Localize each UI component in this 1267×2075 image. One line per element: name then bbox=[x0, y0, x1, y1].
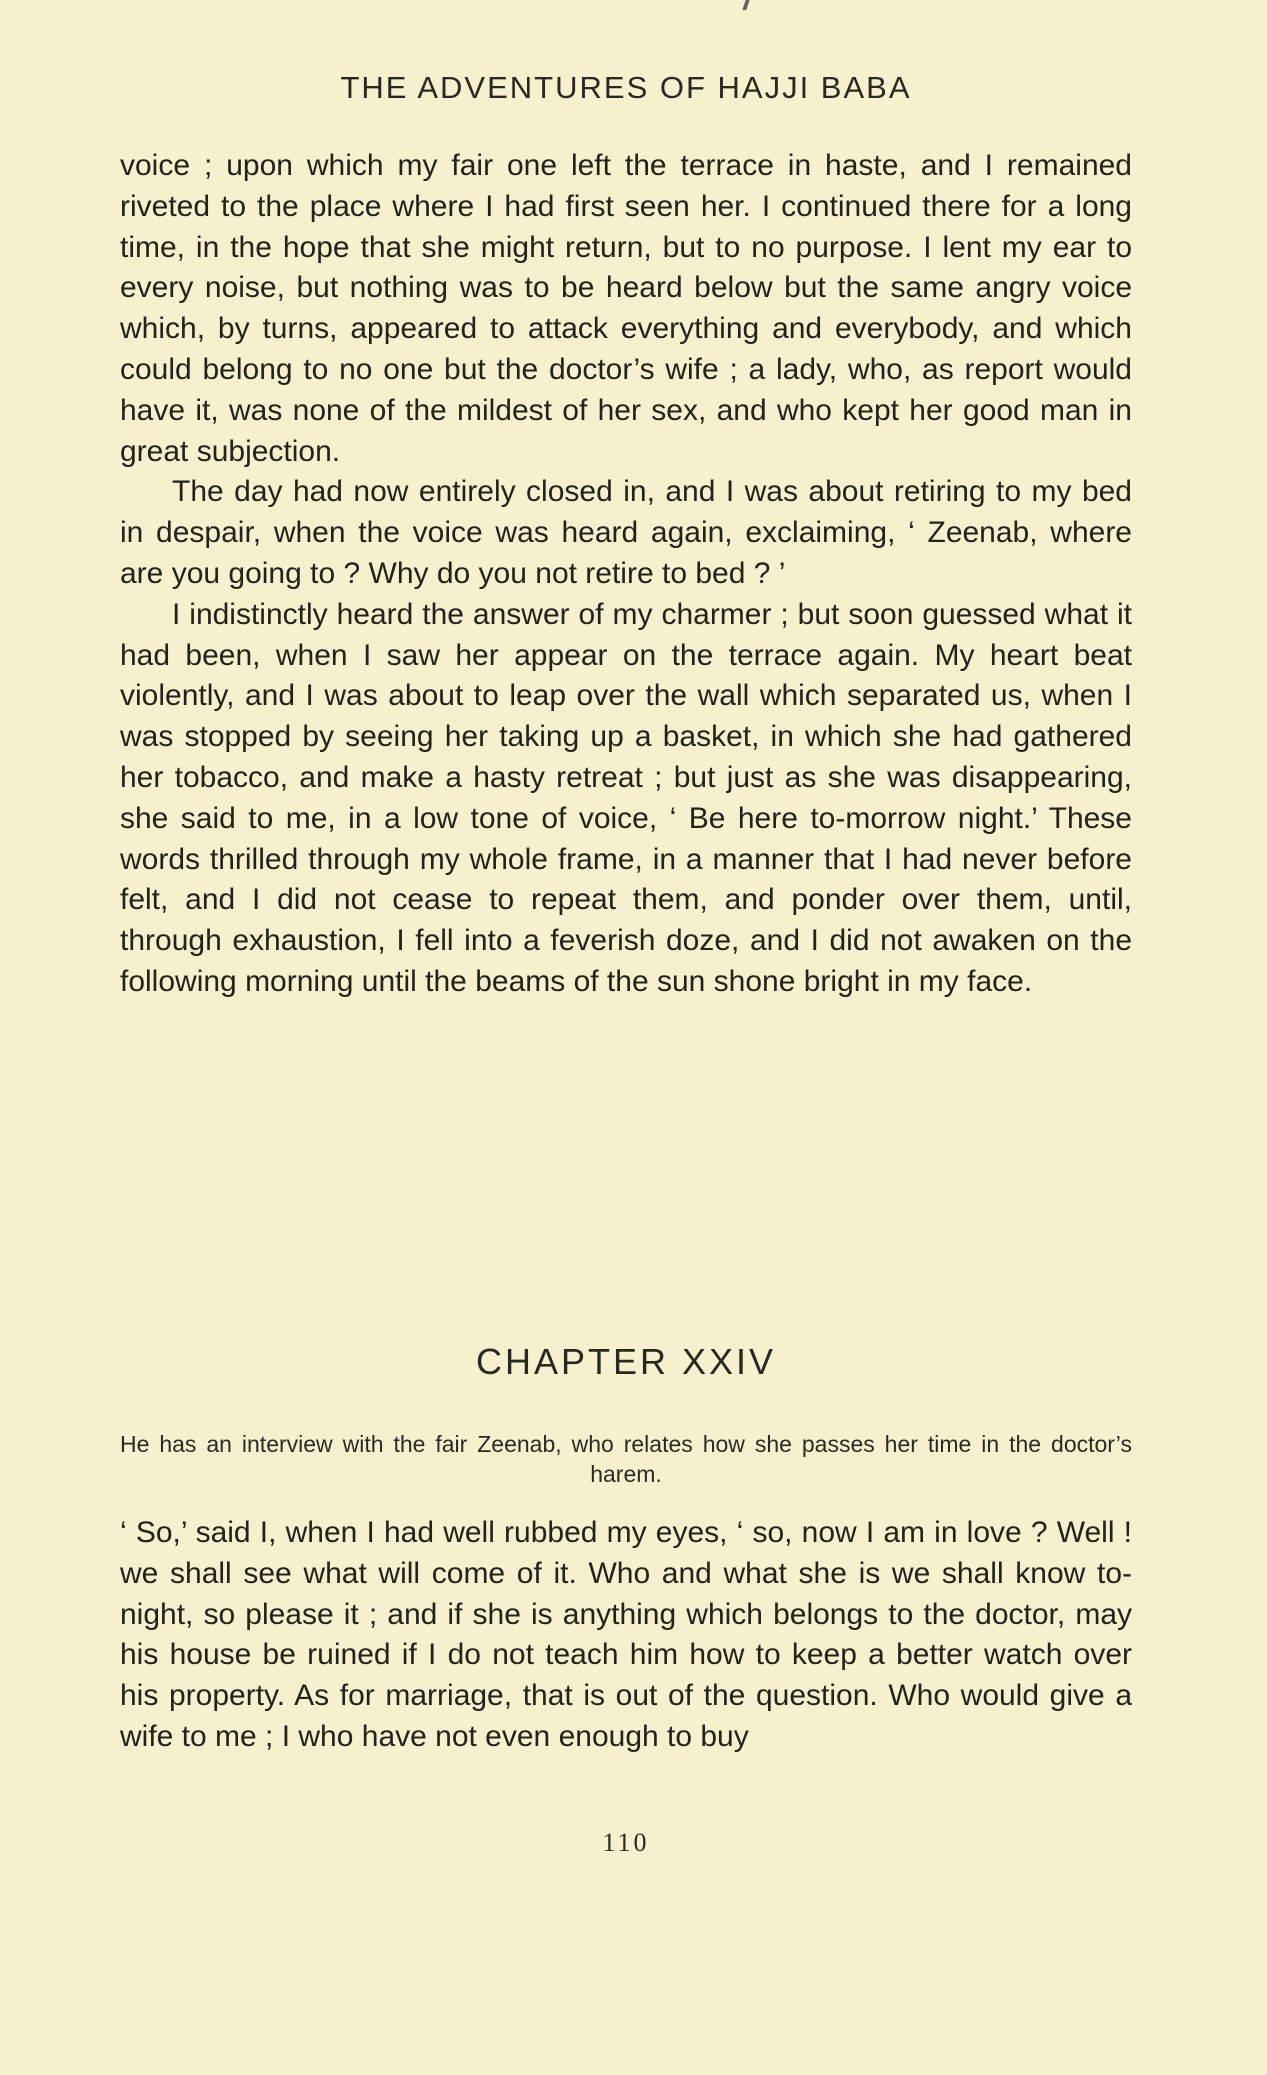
chapter-synopsis: He has an interview with the fair Zeenab, who relates how she passes her time in the doctor’s harem. bbox=[120, 1431, 1132, 1487]
page-number: 110 bbox=[602, 1828, 650, 1857]
running-head: THE ADVENTURES OF HAJJI BABA bbox=[340, 70, 912, 105]
paragraph: I indistinctly heard the answer of my charmer ; but soon guessed what it had been, when I saw her appear on the terrace again. My heart beat violently, and I was about to leap over the wall which separated us, when I was stopped by seeing her taking up a basket, in which she had gathered her tobacco, and make a hasty retreat ; but just as she was disappearing, she said to me, in a low tone of voice, ‘ Be here to-morrow night.’ These words thrilled through my whole frame, in a manner that I had never before felt, and I did not cease to repeat them, and ponder over them, until, through exhaustion, I fell into a feverish doze, and I did not awaken on the following morning until the beams of the sun shone bright in my face. bbox=[120, 597, 1132, 998]
text-block-chapter-start bbox=[120, 1513, 1132, 1758]
paragraph: The day had now entirely closed in, and I was about retiring to my bed in despair, when the voice was heard again, exclaiming, ‘ Zeenab, where are you going to ? Why do you not retire to bed ? ’ bbox=[120, 475, 1132, 590]
print-mark bbox=[742, 0, 749, 10]
paragraph: ‘ So,’ said I, when I had well rubbed my eyes, ‘ so, now I am in love ? Well ! we shall see what will come of it. Who and what she is we shall know to-night, so please it ; and if she is anything which belongs to the doctor, may his house be ruined if I do not teach him how to keep a better watch over his property. As for marriage, that is out of the question. Who would give a wife to me ; I who have not even enough to buy bbox=[120, 1516, 1132, 1753]
chapter-heading: CHAPTER XXIV bbox=[475, 1341, 777, 1382]
paragraph: voice ; upon which my fair one left the terrace in haste, and I remained riveted to the place where I had first seen her. I continued there for a long time, in the hope that she might return, but to no purpose. I lent my ear to every noise, but nothing was to be heard below but the same angry voice which, by turns, appeared to attack everything and everybody, and which could belong to no one but the doctor’s wife ; a lady, who, as report would have it, was none of the mildest of her sex, and who kept her good man in great subjection. bbox=[120, 149, 1132, 468]
text-block-before-chapter bbox=[120, 146, 1132, 1003]
